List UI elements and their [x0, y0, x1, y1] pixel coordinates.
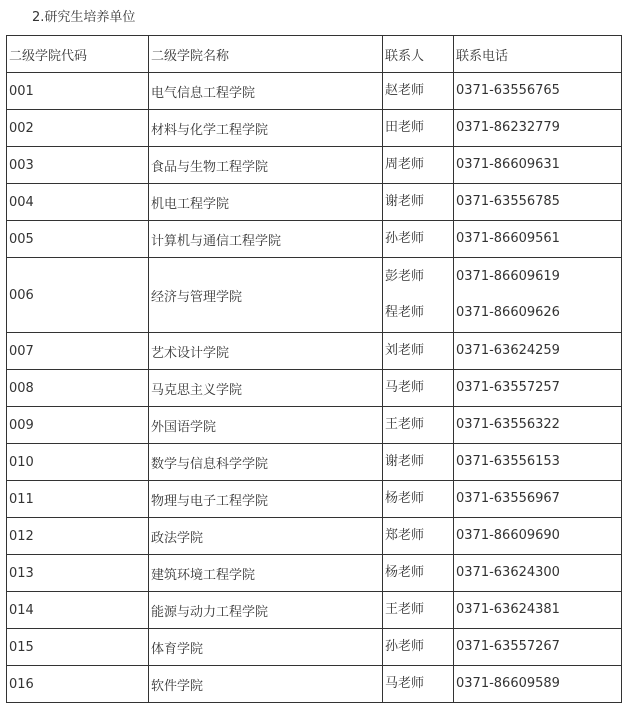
- cell-code: 006: [7, 258, 149, 333]
- phone-number: 0371-63624300: [456, 565, 560, 580]
- table-row: [7, 184, 622, 221]
- cell-phone: [454, 370, 622, 407]
- cell-code: 003: [7, 147, 149, 184]
- contact-name: 程老师: [385, 305, 425, 320]
- cell-contact: [383, 110, 454, 147]
- table-row: [7, 407, 622, 444]
- cell-college-name: 物理与电子工程学院: [149, 481, 383, 518]
- table-row: [7, 370, 622, 407]
- phone-number: 0371-63556322: [456, 417, 560, 432]
- phone-number: 0371-63556765: [456, 83, 560, 98]
- table-row: [7, 666, 622, 703]
- table-header-row: [7, 36, 622, 73]
- cell-code: 005: [7, 221, 149, 258]
- table-row: [7, 518, 622, 555]
- cell-phone: [454, 592, 622, 629]
- contact-name: 马老师: [385, 676, 425, 691]
- cell-phone: [454, 666, 622, 703]
- phone-number: 0371-63557267: [456, 639, 560, 654]
- table-row: [7, 481, 622, 518]
- contact-name: 王老师: [385, 417, 425, 432]
- contact-name: 谢老师: [385, 194, 425, 209]
- cell-college-name: 计算机与通信工程学院: [149, 221, 383, 258]
- phone-number: 0371-63557257: [456, 380, 560, 395]
- cell-college-name: 外国语学院: [149, 407, 383, 444]
- cell-contact: [383, 407, 454, 444]
- contact-name: 周老师: [385, 157, 425, 172]
- cell-code: 010: [7, 444, 149, 481]
- cell-code: 007: [7, 333, 149, 370]
- cell-code: 001: [7, 73, 149, 110]
- cell-college-name: 食品与生物工程学院: [149, 147, 383, 184]
- table-row: [7, 333, 622, 370]
- cell-code: 011: [7, 481, 149, 518]
- phone-number: 0371-63556785: [456, 194, 560, 209]
- cell-phone: [454, 184, 622, 221]
- cell-contact: [383, 333, 454, 370]
- header-contact: 联系人: [383, 36, 454, 73]
- table-row: [7, 258, 622, 333]
- cell-college-name: 机电工程学院: [149, 184, 383, 221]
- table-row: [7, 221, 622, 258]
- phone-number: 0371-86232779: [456, 120, 560, 135]
- contact-name: 赵老师: [385, 83, 425, 98]
- header-code: 二级学院代码: [7, 36, 149, 73]
- contact-name: 彭老师: [385, 269, 425, 284]
- contact-name: 孙老师: [385, 231, 425, 246]
- cell-code: 014: [7, 592, 149, 629]
- cell-college-name: 材料与化学工程学院: [149, 110, 383, 147]
- cell-phone: [454, 518, 622, 555]
- cell-phone: [454, 407, 622, 444]
- cell-phone: [454, 333, 622, 370]
- phone-number: 0371-63556153: [456, 454, 560, 469]
- cell-code: 004: [7, 184, 149, 221]
- phone-number: 0371-63556967: [456, 491, 560, 506]
- contact-name: 杨老师: [385, 491, 425, 506]
- cell-college-name: 政法学院: [149, 518, 383, 555]
- contact-name: 王老师: [385, 602, 425, 617]
- contact-name: 郑老师: [385, 528, 425, 543]
- table-row: [7, 147, 622, 184]
- cell-contact: [383, 444, 454, 481]
- contact-name: 田老师: [385, 120, 425, 135]
- cell-college-name: 电气信息工程学院: [149, 73, 383, 110]
- table-row: [7, 629, 622, 666]
- table-row: [7, 444, 622, 481]
- cell-phone: [454, 147, 622, 184]
- cell-code: 008: [7, 370, 149, 407]
- contact-name: 杨老师: [385, 565, 425, 580]
- cell-code: 012: [7, 518, 149, 555]
- cell-contact: [383, 184, 454, 221]
- graduate-units-table: [6, 35, 622, 703]
- cell-contact: [383, 555, 454, 592]
- section-heading: 2.研究生培养单位: [32, 10, 136, 25]
- header-phone: 联系电话: [454, 36, 622, 73]
- phone-number: 0371-86609619: [456, 269, 560, 284]
- cell-contact: [383, 666, 454, 703]
- contact-name: 孙老师: [385, 639, 425, 654]
- phone-number: 0371-86609631: [456, 157, 560, 172]
- cell-code: 002: [7, 110, 149, 147]
- cell-phone: [454, 555, 622, 592]
- cell-phone: [454, 629, 622, 666]
- cell-college-name: 软件学院: [149, 666, 383, 703]
- cell-code: 015: [7, 629, 149, 666]
- contact-name: 马老师: [385, 380, 425, 395]
- phone-number: 0371-86609561: [456, 231, 560, 246]
- cell-contact: [383, 221, 454, 258]
- table-row: [7, 73, 622, 110]
- cell-contact: [383, 629, 454, 666]
- cell-college-name: 经济与管理学院: [149, 258, 383, 333]
- cell-college-name: 马克思主义学院: [149, 370, 383, 407]
- cell-college-name: 数学与信息科学学院: [149, 444, 383, 481]
- cell-contact: [383, 592, 454, 629]
- cell-contact: [383, 518, 454, 555]
- header-name: 二级学院名称: [149, 36, 383, 73]
- cell-code: 016: [7, 666, 149, 703]
- cell-college-name: 建筑环境工程学院: [149, 555, 383, 592]
- phone-number: 0371-86609690: [456, 528, 560, 543]
- table-body: [7, 36, 622, 703]
- table-row: [7, 555, 622, 592]
- cell-phone: [454, 481, 622, 518]
- table-row: [7, 592, 622, 629]
- phone-number: 0371-86609589: [456, 676, 560, 691]
- contact-name: 谢老师: [385, 454, 425, 469]
- cell-phone: [454, 444, 622, 481]
- cell-code: 009: [7, 407, 149, 444]
- cell-college-name: 体育学院: [149, 629, 383, 666]
- phone-number: 0371-63624381: [456, 602, 560, 617]
- cell-contact: [383, 258, 454, 333]
- cell-phone: [454, 73, 622, 110]
- contact-name: 刘老师: [385, 343, 425, 358]
- phone-number: 0371-63624259: [456, 343, 560, 358]
- cell-contact: [383, 73, 454, 110]
- cell-phone: [454, 221, 622, 258]
- cell-college-name: 艺术设计学院: [149, 333, 383, 370]
- cell-contact: [383, 147, 454, 184]
- cell-contact: [383, 370, 454, 407]
- cell-college-name: 能源与动力工程学院: [149, 592, 383, 629]
- cell-phone: [454, 110, 622, 147]
- phone-number: 0371-86609626: [456, 305, 560, 320]
- cell-code: 013: [7, 555, 149, 592]
- cell-contact: [383, 481, 454, 518]
- cell-phone: [454, 258, 622, 333]
- table-row: [7, 110, 622, 147]
